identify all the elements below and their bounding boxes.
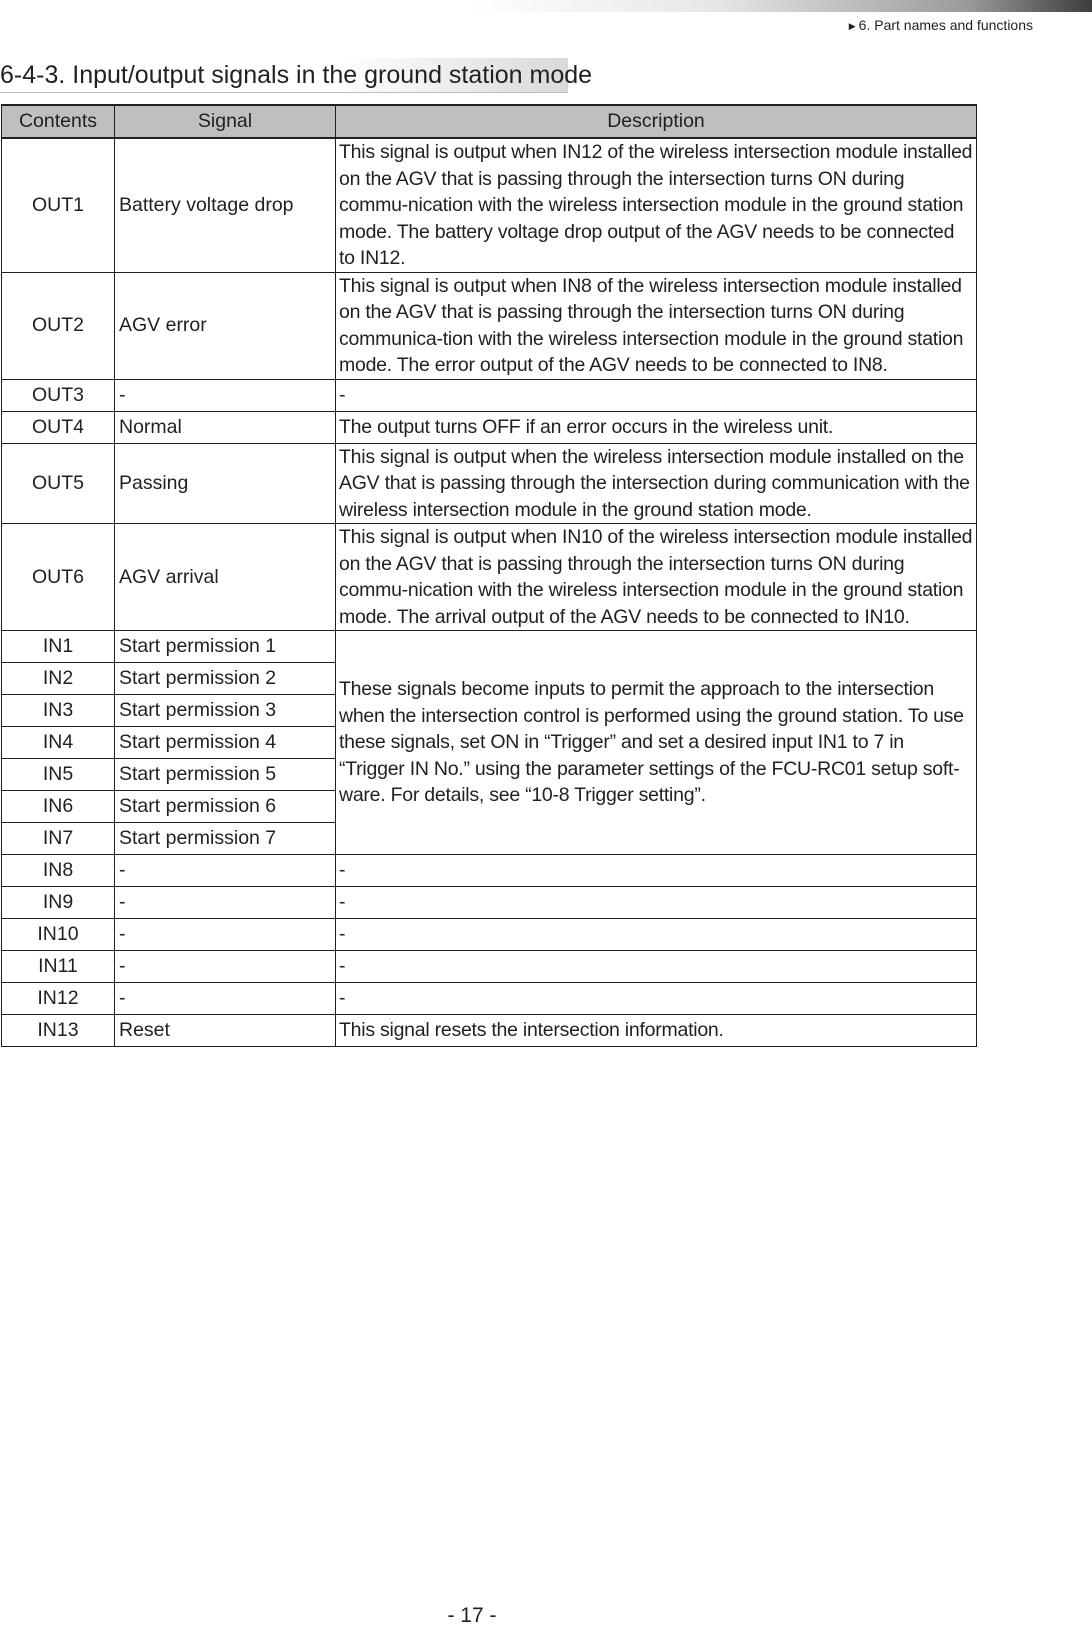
table-row bbox=[2, 443, 977, 524]
signal-cell: Reset bbox=[115, 1015, 336, 1047]
signal-cell: Normal bbox=[115, 411, 336, 443]
table-row bbox=[2, 411, 977, 443]
signal-cell: AGV arrival bbox=[115, 524, 336, 631]
table-row bbox=[2, 919, 977, 951]
contents-cell: OUT4 bbox=[2, 411, 115, 443]
table-row bbox=[2, 1015, 977, 1047]
signal-cell: - bbox=[115, 983, 336, 1015]
contents-cell: IN6 bbox=[2, 791, 115, 823]
contents-cell: IN13 bbox=[2, 1015, 115, 1047]
signal-cell: Start permission 4 bbox=[115, 727, 336, 759]
signal-cell: Start permission 2 bbox=[115, 663, 336, 695]
header-gradient-bar bbox=[470, 0, 1092, 12]
signal-cell: - bbox=[115, 887, 336, 919]
page-number: - 17 - bbox=[447, 1604, 497, 1627]
description-cell: This signal is output when IN8 of the wireless intersection module installed on the AGV that is passing through the intersection turns ON during communica-tion with the wireless intersection module in the ground station mode. The error output of the AGV needs to be connected to IN8. bbox=[336, 272, 977, 379]
contents-cell: IN8 bbox=[2, 855, 115, 887]
signal-cell: - bbox=[115, 855, 336, 887]
signal-cell: Start permission 5 bbox=[115, 759, 336, 791]
start-permission-description-cell: These signals become inputs to permit the approach to the intersection when the intersection control is performed using the ground station. To use these signals, set ON in “Trigger” and set a desired input IN1 to 7 in “Trigger IN No.” using the parameter settings of the FCU-RC01 setup soft-ware. For details, see “10-8 Trigger setting”. bbox=[336, 631, 977, 855]
signal-cell: Start permission 6 bbox=[115, 791, 336, 823]
table-row bbox=[2, 983, 977, 1015]
signal-cell: Passing bbox=[115, 443, 336, 524]
column-header-signal: Signal bbox=[115, 105, 336, 138]
description-cell: This signal resets the intersection information. bbox=[336, 1015, 977, 1047]
breadcrumb-label: 6. Part names and functions bbox=[858, 17, 1033, 33]
table-header-row bbox=[2, 105, 977, 138]
triangle-right-icon: ▶ bbox=[848, 21, 856, 31]
description-cell: - bbox=[336, 919, 977, 951]
table-row bbox=[2, 138, 977, 272]
description-cell: - bbox=[336, 379, 977, 411]
signal-cell: AGV error bbox=[115, 272, 336, 379]
contents-cell: IN1 bbox=[2, 631, 115, 663]
table-row bbox=[2, 855, 977, 887]
contents-cell: OUT5 bbox=[2, 443, 115, 524]
table-row bbox=[2, 631, 977, 663]
contents-cell: OUT2 bbox=[2, 272, 115, 379]
description-cell: - bbox=[336, 887, 977, 919]
table-row bbox=[2, 951, 977, 983]
section-title: 6-4-3. Input/output signals in the ground station mode bbox=[0, 58, 568, 93]
signal-cell: Start permission 3 bbox=[115, 695, 336, 727]
signal-cell: - bbox=[115, 919, 336, 951]
contents-cell: OUT1 bbox=[2, 138, 115, 272]
table-row bbox=[2, 524, 977, 631]
contents-cell: IN3 bbox=[2, 695, 115, 727]
contents-cell: IN9 bbox=[2, 887, 115, 919]
contents-cell: OUT3 bbox=[2, 379, 115, 411]
contents-cell: IN7 bbox=[2, 823, 115, 855]
contents-cell: IN10 bbox=[2, 919, 115, 951]
signal-cell: - bbox=[115, 951, 336, 983]
table-row bbox=[2, 887, 977, 919]
contents-cell: OUT6 bbox=[2, 524, 115, 631]
contents-cell: IN12 bbox=[2, 983, 115, 1015]
column-header-contents: Contents bbox=[2, 105, 115, 138]
breadcrumb bbox=[849, 17, 1033, 33]
description-cell: This signal is output when IN12 of the wireless intersection module installed on the AGV that is passing through the intersection turns ON during commu-nication with the wireless intersection module in the ground station mode. The battery voltage drop output of the AGV needs to be connected to IN12. bbox=[336, 138, 977, 272]
contents-cell: IN4 bbox=[2, 727, 115, 759]
description-cell: - bbox=[336, 983, 977, 1015]
signals-table bbox=[1, 104, 977, 1047]
description-cell: The output turns OFF if an error occurs in the wireless unit. bbox=[336, 411, 977, 443]
column-header-description: Description bbox=[336, 105, 977, 138]
signal-cell: - bbox=[115, 379, 336, 411]
contents-cell: IN11 bbox=[2, 951, 115, 983]
description-cell: This signal is output when the wireless intersection module installed on the AGV that is passing through the intersection during communication with the wireless intersection module in the ground station mode. bbox=[336, 443, 977, 524]
description-cell: This signal is output when IN10 of the wireless intersection module installed on the AGV that is passing through the intersection turns ON during commu-nication with the wireless intersection module in the ground station mode. The arrival output of the AGV needs to be connected to IN10. bbox=[336, 524, 977, 631]
table-row bbox=[2, 272, 977, 379]
signal-cell: Battery voltage drop bbox=[115, 138, 336, 272]
contents-cell: IN5 bbox=[2, 759, 115, 791]
table-row bbox=[2, 379, 977, 411]
signal-cell: Start permission 7 bbox=[115, 823, 336, 855]
contents-cell: IN2 bbox=[2, 663, 115, 695]
description-cell: - bbox=[336, 855, 977, 887]
description-cell: - bbox=[336, 951, 977, 983]
signal-cell: Start permission 1 bbox=[115, 631, 336, 663]
